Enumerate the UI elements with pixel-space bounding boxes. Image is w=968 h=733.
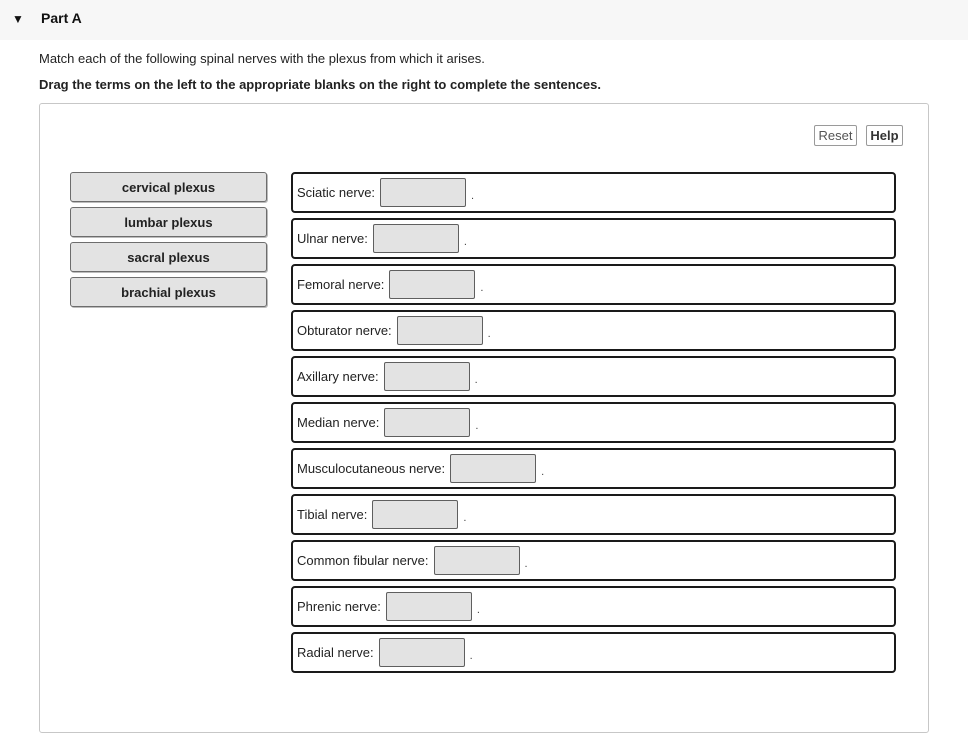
drag-instruction-text: Drag the terms on the left to the appropriate blanks on the right to complete the sentences. (39, 77, 601, 92)
sentence-label: Obturator nerve: (297, 323, 392, 338)
sentence-label: Ulnar nerve: (297, 231, 368, 246)
sentence-label: Phrenic nerve: (297, 599, 381, 614)
sentence-row (291, 540, 896, 581)
drop-blank[interactable] (434, 546, 520, 575)
sentence-period: . (541, 465, 545, 478)
sentence-period: . (480, 281, 484, 294)
reset-button[interactable]: Reset (814, 125, 857, 146)
sentence-label: Tibial nerve: (297, 507, 368, 522)
sentence-period: . (463, 235, 467, 248)
part-title: Part A (41, 10, 82, 26)
sentence-period: . (487, 327, 491, 340)
sentence-period: . (471, 189, 475, 202)
sentence-label: Median nerve: (297, 415, 380, 430)
sentence-row (291, 356, 896, 397)
sentence-row (291, 264, 896, 305)
drop-blank[interactable] (373, 224, 459, 253)
sentence-label: Axillary nerve: (297, 369, 379, 384)
help-button[interactable]: Help (866, 125, 903, 146)
sentence-row (291, 586, 896, 627)
sentence-row (291, 448, 896, 489)
draggable-term[interactable]: lumbar plexus (70, 207, 267, 237)
sentence-label: Femoral nerve: (297, 277, 385, 292)
drop-blank[interactable] (397, 316, 483, 345)
sentence-row (291, 218, 896, 259)
sentence-list (291, 172, 896, 678)
drop-blank[interactable] (389, 270, 475, 299)
sentence-period: . (469, 649, 473, 662)
draggable-term[interactable]: cervical plexus (70, 172, 267, 202)
sentence-period: . (524, 557, 528, 570)
drop-blank[interactable] (384, 362, 470, 391)
sentence-row (291, 632, 896, 673)
sentence-period: . (475, 419, 479, 432)
sentence-period: . (476, 603, 480, 616)
sentence-row (291, 310, 896, 351)
collapse-caret-icon[interactable]: ▼ (12, 12, 24, 26)
term-list (70, 172, 267, 312)
draggable-term[interactable]: sacral plexus (70, 242, 267, 272)
sentence-label: Musculocutaneous nerve: (297, 461, 446, 476)
part-header[interactable] (0, 0, 968, 40)
drop-blank[interactable] (450, 454, 536, 483)
instruction-text: Match each of the following spinal nerves with the plexus from which it arises. (39, 51, 485, 66)
sentence-period: . (463, 511, 467, 524)
drop-blank[interactable] (380, 178, 466, 207)
drop-blank[interactable] (372, 500, 458, 529)
drop-blank[interactable] (384, 408, 470, 437)
sentence-label: Sciatic nerve: (297, 185, 376, 200)
sentence-period: . (474, 373, 478, 386)
drop-blank[interactable] (379, 638, 465, 667)
sentence-label: Common fibular nerve: (297, 553, 429, 568)
sentence-row (291, 402, 896, 443)
draggable-term[interactable]: brachial plexus (70, 277, 267, 307)
sentence-row (291, 172, 896, 213)
sentence-row (291, 494, 896, 535)
drop-blank[interactable] (386, 592, 472, 621)
sentence-label: Radial nerve: (297, 645, 374, 660)
